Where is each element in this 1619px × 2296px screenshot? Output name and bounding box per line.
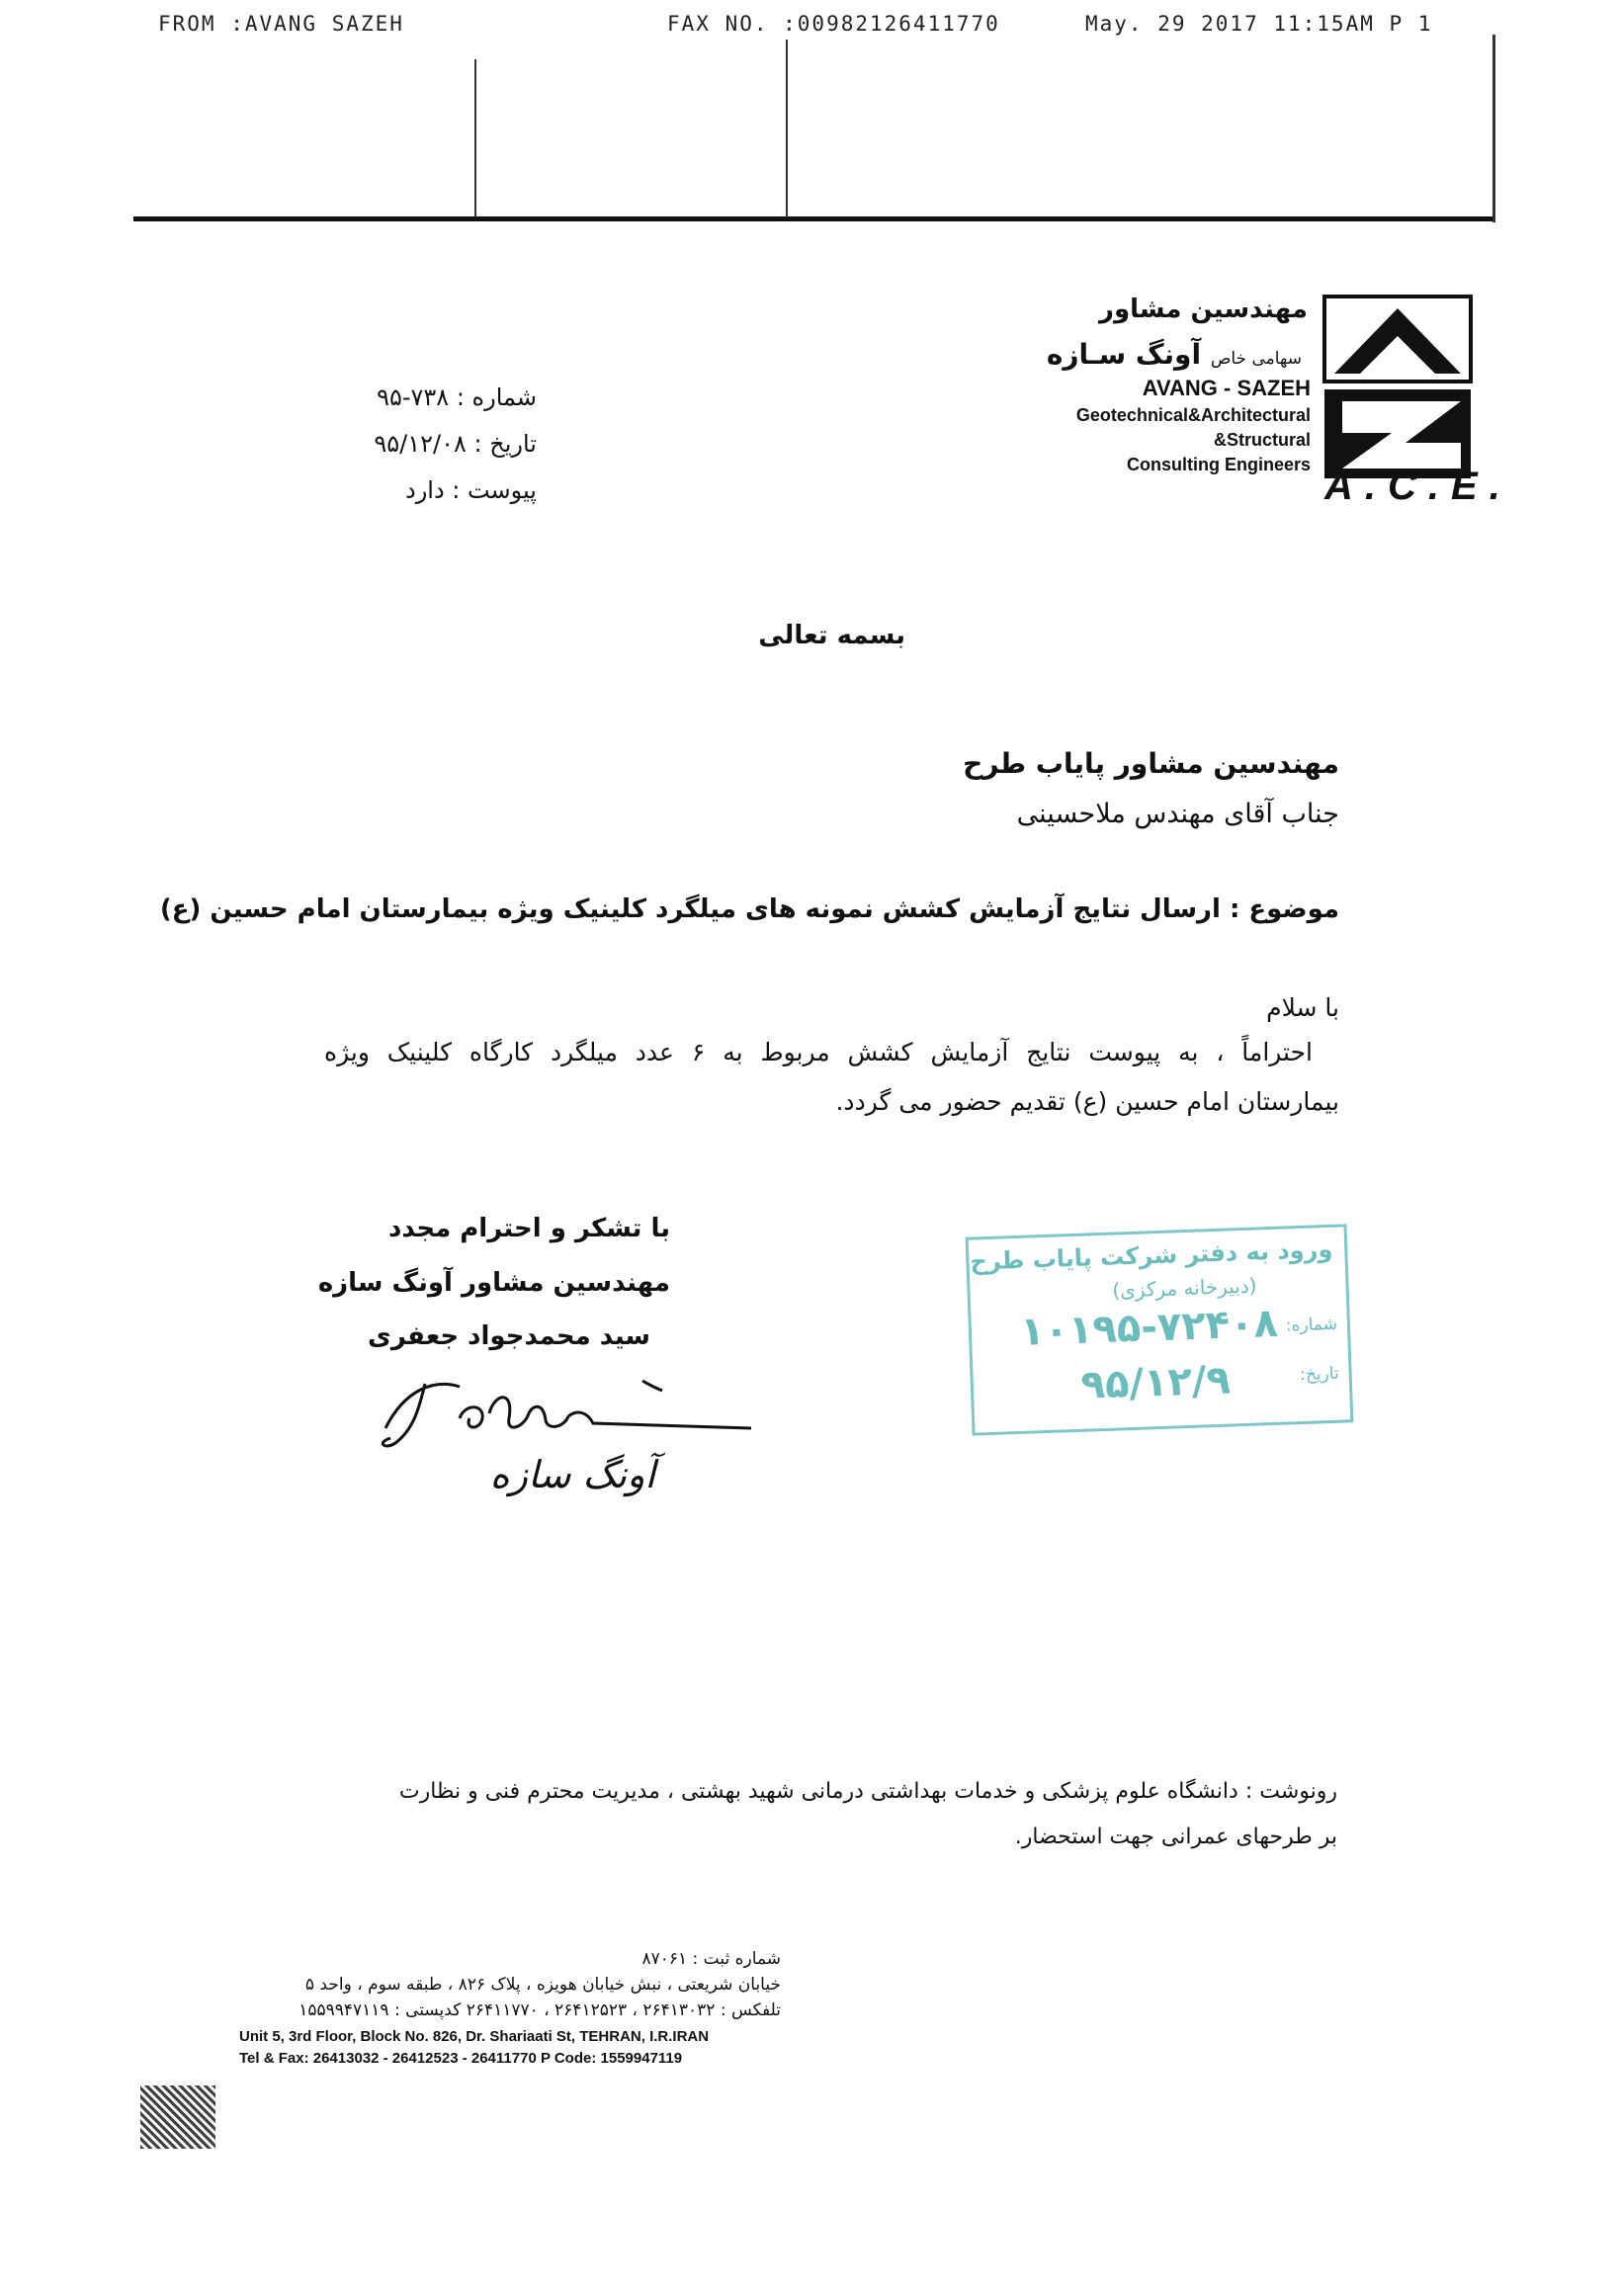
stamp-number-label: شماره: (1285, 1314, 1338, 1336)
company-desc-line2: &Structural (1213, 430, 1311, 450)
header-divider-right (1492, 35, 1495, 222)
company-stamp-script: آونگ سازه (489, 1453, 655, 1496)
company-logo (1322, 295, 1473, 482)
greeting: با سلام (1266, 993, 1339, 1022)
stamp-date-value: ۹۵/۱۲/۹ (1079, 1357, 1232, 1408)
letter-subject: موضوع : ارسال نتایج آزمایش کشش نمونه های میلگرد کلینیک ویژه بیمارستان امام حسین (ع) (159, 894, 1339, 924)
letter-date: تاریخ : ۹۵/۱۲/۰۸ (374, 430, 537, 458)
cc-line-1: رونوشت : دانشگاه علوم پزشکی و خدمات بهداشتی درمانی شهید بهشتی ، مدیریت محترم فنی و نظارت (398, 1779, 1337, 1804)
company-title-fa: مهندسین مشاور (1099, 295, 1308, 324)
stamp-line-1: ورود به دفتر شرکت پایاب طرح (970, 1234, 1333, 1276)
footer-address-en: Unit 5, 3rd Floor, Block No. 826, Dr. Shariaati St, TEHRAN, I.R.IRAN (239, 2028, 710, 2045)
header-rule (133, 216, 1492, 221)
company-abbreviation: A.C.E. (1324, 465, 1512, 508)
stamp-date-label: تاریخ: (1299, 1363, 1340, 1386)
basmala: بسمه تعالی (758, 621, 905, 650)
letter-attachment: پیوست : دارد (405, 476, 537, 504)
footer-phones-fa: تلفکس : ۲۶۴۱۳۰۳۲ ، ۲۶۴۱۲۵۲۳ ، ۲۶۴۱۱۷۷۰ کدپستی : ۱۵۵۹۹۴۷۱۱۹ (298, 2000, 781, 2020)
footer-phones-en: Tel & Fax: 26413032 - 26412523 - 26411770 P Code: 1559947119 (239, 2050, 683, 2067)
received-stamp (966, 1224, 1354, 1435)
fax-from: FROM :AVANG SAZEH (158, 12, 404, 36)
footer-registration: شماره ثبت : ۸۷۰۶۱ (641, 1949, 781, 1969)
footer-address-fa: خیابان شریعتی ، نبش خیابان هویزه ، پلاک ۸۲۶ ، طبقه سوم ، واحد ۵ (304, 1975, 781, 1995)
stamp-line-2: (دبیرخانه مرکزی) (1111, 1273, 1257, 1303)
cc-line-2: بر طرحهای عمرانی جهت استحضار. (1014, 1825, 1337, 1849)
company-name-en: AVANG - SAZEH (1142, 376, 1311, 400)
header-divider-mid (786, 40, 788, 217)
closing: با تشکر و احترام مجدد (387, 1214, 670, 1243)
recipient-org: مهندسین مشاور پایاب طرح (963, 747, 1339, 780)
header-divider-left (474, 59, 476, 217)
stamp-number-value: ۱۰۱۹۵-۷۲۴۰۸ (1019, 1300, 1279, 1355)
company-name-fa (1047, 338, 1308, 371)
company-desc-line3: Consulting Engineers (1126, 455, 1311, 474)
company-type-fa: سهامی خاص (1210, 349, 1302, 369)
signature (366, 1359, 761, 1458)
recipient-person: جناب آقای مهندس ملاحسینی (1016, 799, 1339, 829)
letter-number: شماره : ۷۳۸-۹۵ (377, 383, 537, 411)
qr-code (140, 2085, 215, 2149)
body-line-2: بیمارستان امام حسین (ع) تقدیم حضور می گردد. (835, 1087, 1339, 1116)
body-line-1: احتراماً ، به پیوست نتایج آزمایش کشش مربوط به ۶ عدد میلگرد کارگاه کلینیک ویژه (324, 1038, 1314, 1066)
company-desc-line1: Geotechnical&Architectural (1075, 405, 1311, 425)
sender-name: سید محمدجواد جعفری (367, 1321, 650, 1351)
fax-datetime: May. 29 2017 11:15AM P 1 (1085, 12, 1433, 36)
sender-org: مهندسین مشاور آونگ سازه (317, 1268, 670, 1298)
company-name-fa-text: آونگ سـازه (1046, 338, 1202, 371)
fax-number: FAX NO. :00982126411770 (667, 12, 1000, 36)
